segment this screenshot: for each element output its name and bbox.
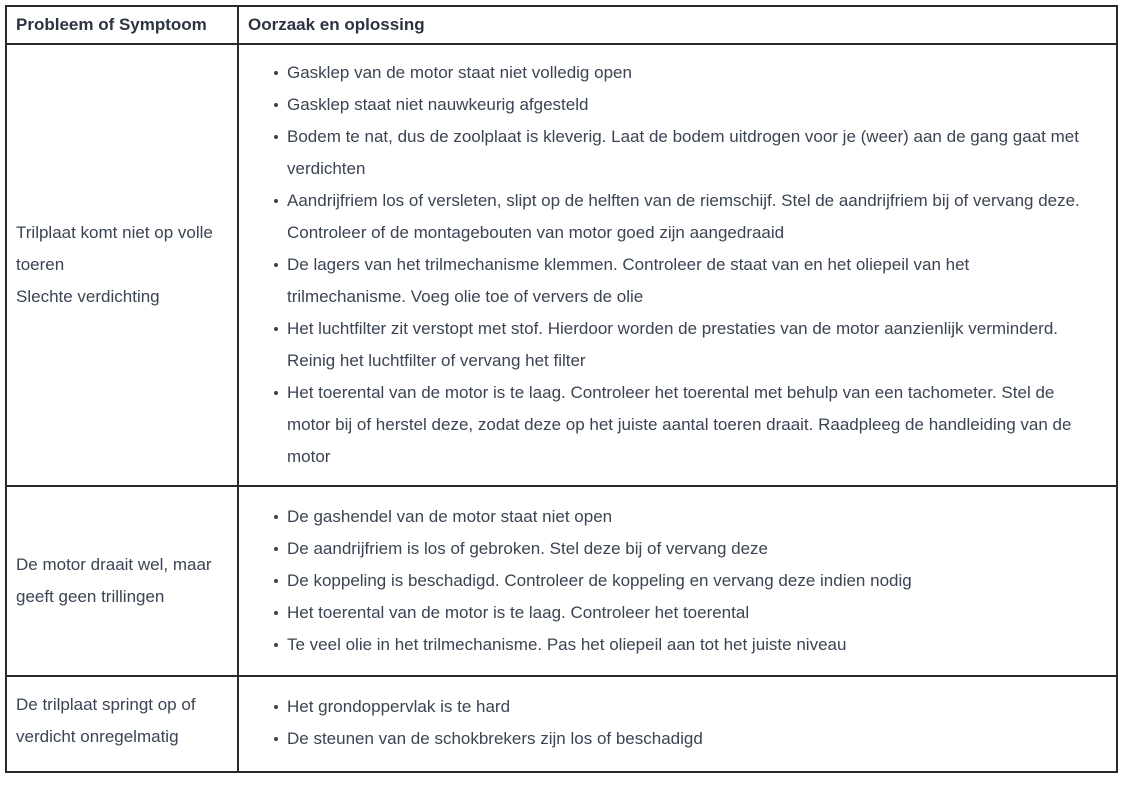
cause-item: De aandrijfriem is los of gebroken. Stel deze bij of vervang deze — [275, 533, 1106, 565]
cause-list — [239, 501, 1106, 661]
problem-line: De trilplaat springt op of verdicht onregelmatig — [16, 695, 196, 746]
problem-line: Trilplaat komt niet op volle toeren — [16, 223, 213, 274]
cause-item: De gashendel van de motor staat niet open — [275, 501, 1106, 533]
table-row — [6, 676, 1117, 772]
cause-item: De lagers van het trilmechanisme klemmen. Controleer de staat van en het oliepeil van het trilmechanisme. Voeg olie toe of ververs de olie — [275, 249, 1106, 313]
cause-item: De koppeling is beschadigd. Controleer de koppeling en vervang deze indien nodig — [275, 565, 1106, 597]
cause-item: Te veel olie in het trilmechanisme. Pas het oliepeil aan tot het juiste niveau — [275, 629, 1106, 661]
cause-item: Gasklep staat niet nauwkeurig afgesteld — [275, 89, 1106, 121]
problem-cell — [6, 676, 238, 772]
cause-item: Het toerental van de motor is te laag. Controleer het toerental — [275, 597, 1106, 629]
column-header-cause: Oorzaak en oplossing — [238, 6, 1117, 44]
cause-cell — [238, 486, 1117, 676]
problem-line: De motor draait wel, maar geeft geen trillingen — [16, 555, 212, 606]
cause-cell — [238, 676, 1117, 772]
table-header — [6, 6, 1117, 44]
cause-item: Het luchtfilter zit verstopt met stof. Hierdoor worden de prestaties van de motor aanzienlijk verminderd. Reinig het luchtfilter of vervang het filter — [275, 313, 1106, 377]
cause-list — [239, 691, 1106, 755]
problem-cell — [6, 486, 238, 676]
cause-cell — [238, 44, 1117, 486]
problem-line: Slechte verdichting — [16, 287, 160, 306]
cause-item: Het toerental van de motor is te laag. Controleer het toerental met behulp van een tachometer. Stel de motor bij of herstel deze, zodat deze op het juiste aantal toeren draait. Raadpleeg de handleiding van de motor — [275, 377, 1106, 473]
column-header-problem: Probleem of Symptoom — [6, 6, 238, 44]
cause-list — [239, 57, 1106, 473]
table-header-row — [6, 6, 1117, 44]
cause-item: Bodem te nat, dus de zoolplaat is kleverig. Laat de bodem uitdrogen voor je (weer) aan de gang gaat met verdichten — [275, 121, 1106, 185]
troubleshooting-table — [5, 5, 1118, 773]
cause-item: De steunen van de schokbrekers zijn los of beschadigd — [275, 723, 1106, 755]
cause-item: Gasklep van de motor staat niet volledig open — [275, 57, 1106, 89]
problem-cell — [6, 44, 238, 486]
cause-item: Aandrijfriem los of versleten, slipt op de helften van de riemschijf. Stel de aandrijfriem bij of vervang deze. Controleer of de montagebouten van motor goed zijn aangedraaid — [275, 185, 1106, 249]
cause-item: Het grondoppervlak is te hard — [275, 691, 1106, 723]
table-row — [6, 44, 1117, 486]
table-row — [6, 486, 1117, 676]
table-body — [6, 44, 1117, 772]
